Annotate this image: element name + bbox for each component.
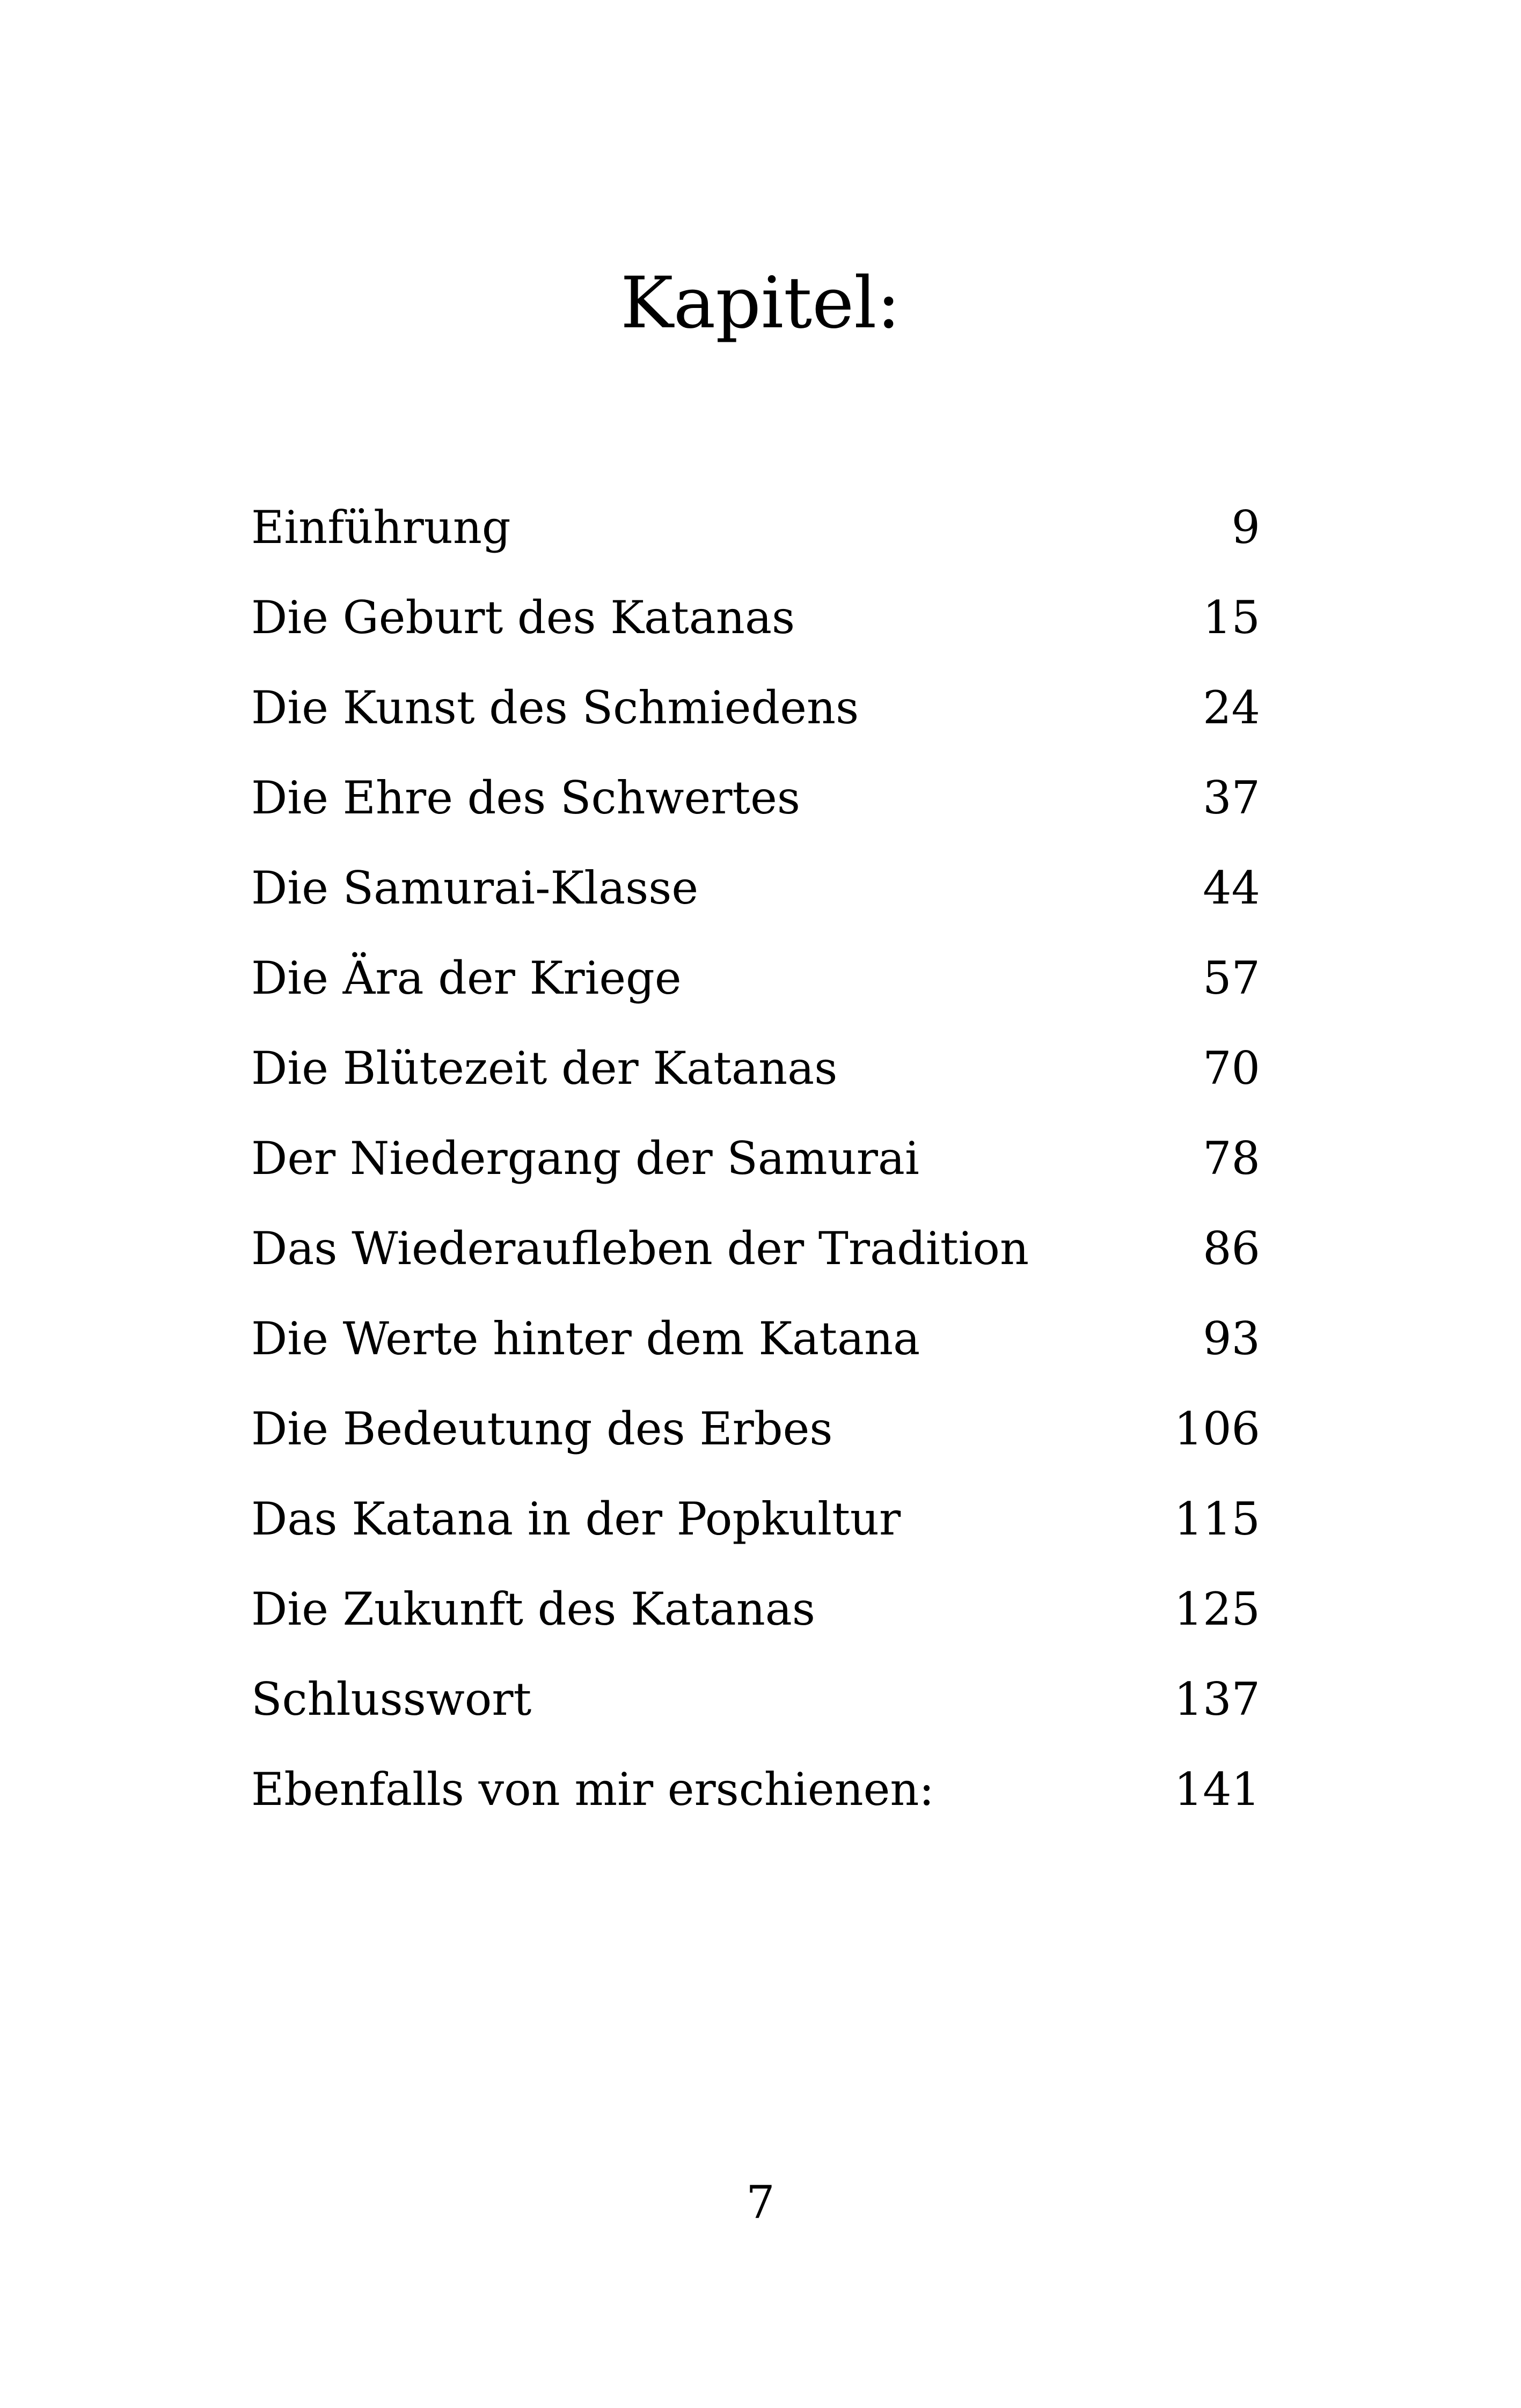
toc-entry-title: Die Zukunft des Katanas (251, 1583, 815, 1635)
toc-entry-page: 125 (1174, 1583, 1260, 1635)
toc-entry (251, 1754, 1260, 1845)
toc-entry-page: 141 (1174, 1763, 1260, 1816)
toc-entry-page: 137 (1174, 1673, 1260, 1726)
toc-entry-page: 86 (1203, 1222, 1260, 1275)
toc-entry-title: Die Ehre des Schwertes (251, 772, 800, 824)
toc-entry-page: 78 (1203, 1132, 1260, 1185)
toc-entry-page: 37 (1203, 772, 1260, 824)
toc-entry-title: Schlusswort (251, 1673, 532, 1726)
page-title: Kapitel: (620, 262, 901, 344)
toc-entry-page: 70 (1203, 1042, 1260, 1095)
toc-entry-page: 15 (1203, 591, 1260, 644)
page-number: 7 (746, 2176, 775, 2229)
toc-entry-page: 9 (1231, 501, 1260, 554)
toc-entry (251, 1484, 1260, 1574)
toc-entry-title: Ebenfalls von mir erschienen: (251, 1763, 934, 1816)
toc-entry-title: Die Bedeutung des Erbes (251, 1403, 833, 1455)
toc-entry (251, 673, 1260, 763)
toc-entry-title: Der Niedergang der Samurai (251, 1132, 919, 1185)
toc-entry (251, 943, 1260, 1033)
toc-entry (251, 853, 1260, 943)
toc-entry-title: Die Kunst des Schmiedens (251, 681, 859, 734)
toc-entry-title: Die Blütezeit der Katanas (251, 1042, 838, 1095)
toc-entry (251, 763, 1260, 853)
toc-entry-title: Die Werte hinter dem Katana (251, 1312, 920, 1365)
toc-entry-page: 44 (1203, 862, 1260, 914)
toc-entry-page: 93 (1203, 1312, 1260, 1365)
toc-entry-title: Die Geburt des Katanas (251, 591, 795, 644)
toc-entry (251, 493, 1260, 583)
toc-entry (251, 1394, 1260, 1484)
toc-entry-page: 24 (1203, 681, 1260, 734)
toc-entry (251, 583, 1260, 673)
toc-entry-page: 106 (1174, 1403, 1260, 1455)
toc-entry-page: 115 (1174, 1493, 1260, 1545)
toc-entry (251, 1124, 1260, 1214)
toc-entry (251, 1574, 1260, 1664)
toc-entry (251, 1214, 1260, 1304)
toc-entry (251, 1664, 1260, 1754)
toc-entry-title: Das Katana in der Popkultur (251, 1493, 901, 1545)
toc-entry-page: 57 (1203, 952, 1260, 1004)
toc-entry-title: Das Wiederaufleben der Tradition (251, 1222, 1029, 1275)
table-of-contents (251, 493, 1260, 1845)
toc-entry (251, 1304, 1260, 1394)
toc-entry-title: Die Ära der Kriege (251, 952, 682, 1004)
toc-entry-title: Einführung (251, 501, 511, 554)
toc-entry (251, 1033, 1260, 1124)
toc-entry-title: Die Samurai-Klasse (251, 862, 699, 914)
